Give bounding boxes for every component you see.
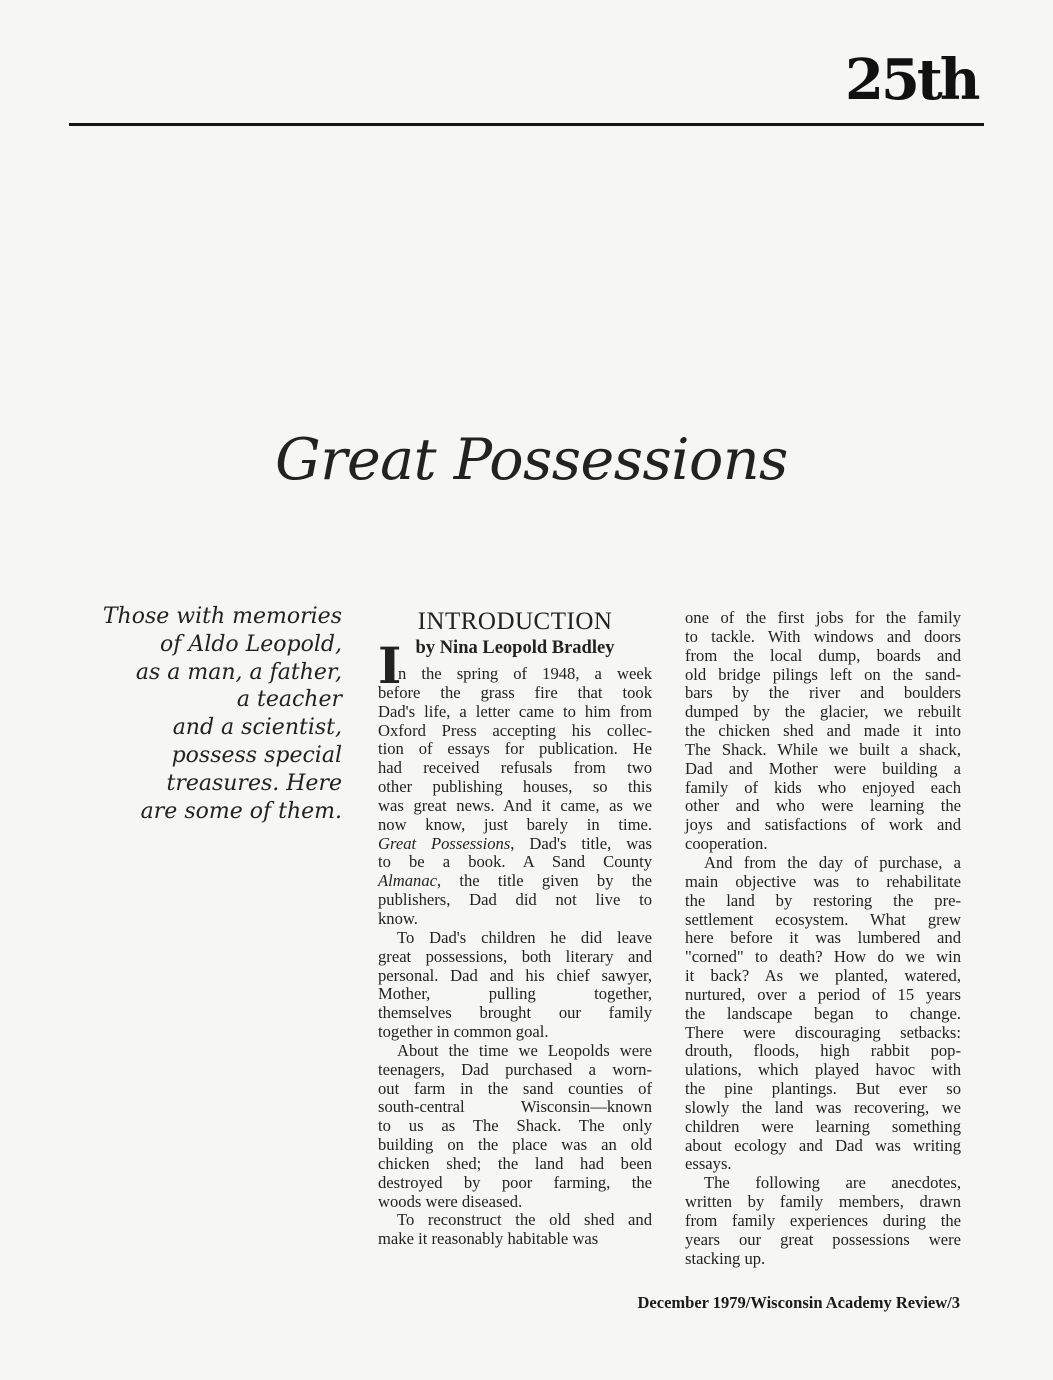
text-line: There were discouraging setbacks: bbox=[685, 1022, 961, 1042]
text-line: know. bbox=[378, 908, 418, 928]
text-line: nurtured, over a period of 15 years bbox=[685, 984, 961, 1004]
text-line: make it reasonably habitable was bbox=[378, 1229, 599, 1249]
text-line: it back? As we planted, watered, bbox=[685, 966, 961, 986]
text-line: destroyed by poor farming, the bbox=[378, 1172, 652, 1192]
text-line: from the local dump, boards and bbox=[685, 645, 961, 665]
text-line: The Shack. While we built a shack, bbox=[685, 739, 961, 759]
text-line: Dad and Mother were building a bbox=[685, 758, 961, 778]
text-line: one of the first jobs for the family bbox=[685, 608, 961, 627]
text-line: years our great possessions were bbox=[685, 1229, 961, 1249]
text-line: children were learning something bbox=[685, 1116, 961, 1136]
text-line: building on the place was an old bbox=[378, 1135, 652, 1155]
text-line: Oxford Press accepting his collec- bbox=[378, 720, 652, 740]
anniversary-badge: 25th bbox=[845, 47, 978, 113]
text-line: together in common goal. bbox=[378, 1022, 549, 1042]
text-line: stacking up. bbox=[685, 1248, 766, 1268]
text-line: Almanac, the title given by the bbox=[378, 871, 652, 891]
text-line: had received refusals from two bbox=[378, 758, 652, 778]
text-line: publishers, Dad did not live to bbox=[378, 890, 652, 910]
pull-quote-line: a teacher bbox=[236, 687, 342, 713]
text-line: chicken shed; the land had been bbox=[378, 1153, 652, 1173]
text-line: joys and satisfactions of work and bbox=[685, 815, 961, 835]
text-line: ulations, which played havoc with bbox=[685, 1060, 961, 1080]
header-rule bbox=[69, 123, 984, 126]
page-footer: December 1979/Wisconsin Academy Review/3 bbox=[637, 1293, 960, 1312]
text-column-right bbox=[685, 609, 961, 1269]
text-line: old bridge pilings left on the sand- bbox=[685, 664, 961, 684]
text-line: family of kids who enjoyed each bbox=[685, 777, 961, 797]
text-line: out farm in the sand counties of bbox=[378, 1078, 652, 1098]
text-column-left bbox=[378, 608, 652, 1249]
pull-quote-line: are some of them. bbox=[140, 798, 342, 824]
text-line: settlement ecosystem. What grew bbox=[685, 909, 961, 929]
pull-quote-line: of Aldo Leopold, bbox=[160, 631, 342, 657]
pull-quote-line: treasures. Here bbox=[166, 770, 342, 796]
text-line: to us as The Shack. The only bbox=[378, 1116, 652, 1136]
text-line: To reconstruct the old shed and bbox=[397, 1210, 652, 1230]
pull-quote-line: and a scientist, bbox=[172, 715, 342, 741]
text-line: before the grass fire that took bbox=[378, 682, 652, 702]
text-line: the land by restoring the pre- bbox=[685, 890, 961, 910]
text-line: great possessions, both literary and bbox=[378, 946, 652, 966]
text-line: personal. Dad and his chief sawyer, bbox=[378, 965, 652, 985]
text-line: about ecology and Dad was writing bbox=[685, 1135, 961, 1155]
pull-quote-line: possess special bbox=[171, 742, 342, 768]
column-2-body bbox=[685, 609, 961, 1269]
drop-cap: I bbox=[378, 636, 402, 695]
text-line: now know, just barely in time. bbox=[378, 814, 652, 834]
text-line: slowly the land was recovering, we bbox=[685, 1097, 961, 1117]
article-title: Great Possessions bbox=[275, 427, 788, 493]
text-line: The following are anecdotes, bbox=[704, 1173, 961, 1193]
text-line: Great Possessions, Dad's title, was bbox=[378, 833, 652, 853]
text-line: cooperation. bbox=[685, 834, 768, 854]
text-line: from family experiences during the bbox=[685, 1211, 961, 1230]
text-line: the landscape began to change. bbox=[685, 1003, 961, 1023]
text-line: woods were diseased. bbox=[378, 1191, 523, 1211]
text-line: About the time we Leopolds were bbox=[397, 1040, 652, 1060]
text-line: south-central Wisconsin—known bbox=[378, 1097, 652, 1117]
pull-quote-line: Those with memories bbox=[102, 604, 342, 629]
text-line: And from the day of purchase, a bbox=[704, 852, 961, 872]
text-line: the chicken shed and made it into bbox=[685, 721, 961, 741]
text-line: "corned" to death? How do we win bbox=[685, 947, 961, 967]
text-line: dumped by the glacier, we rebuilt bbox=[685, 702, 961, 722]
text-line: to tackle. With windows and doors bbox=[685, 626, 961, 646]
text-line: To Dad's children he did leave bbox=[397, 927, 652, 947]
text-line: Mother, pulling together, bbox=[378, 984, 652, 1004]
text-line: other publishing houses, so this bbox=[378, 777, 652, 797]
section-heading: INTRODUCTION bbox=[417, 608, 613, 635]
text-line: drouth, floods, high rabbit pop- bbox=[685, 1041, 961, 1061]
text-line: to be a book. A Sand County bbox=[378, 852, 652, 872]
text-line: here before it was lumbered and bbox=[685, 928, 961, 948]
pull-quote bbox=[80, 603, 342, 825]
text-line: teenagers, Dad purchased a worn- bbox=[378, 1059, 652, 1079]
text-line: tion of essays for publication. He bbox=[378, 739, 652, 759]
text-line: n the spring of 1948, a week bbox=[398, 664, 652, 683]
text-line: written by family members, drawn bbox=[685, 1192, 961, 1212]
text-line: bars by the river and boulders bbox=[685, 683, 961, 703]
text-line: was great news. And it came, as we bbox=[378, 795, 652, 815]
text-line: essays. bbox=[685, 1154, 732, 1174]
byline: by Nina Leopold Bradley bbox=[415, 638, 615, 658]
text-line: other and who were learning the bbox=[685, 796, 961, 816]
text-line: main objective was to rehabilitate bbox=[685, 871, 961, 891]
text-line: the pine plantings. But ever so bbox=[685, 1079, 961, 1099]
pull-quote-line: as a man, a father, bbox=[135, 659, 342, 685]
text-line: themselves brought our family bbox=[378, 1003, 652, 1023]
text-line: Dad's life, a letter came to him from bbox=[378, 701, 652, 721]
